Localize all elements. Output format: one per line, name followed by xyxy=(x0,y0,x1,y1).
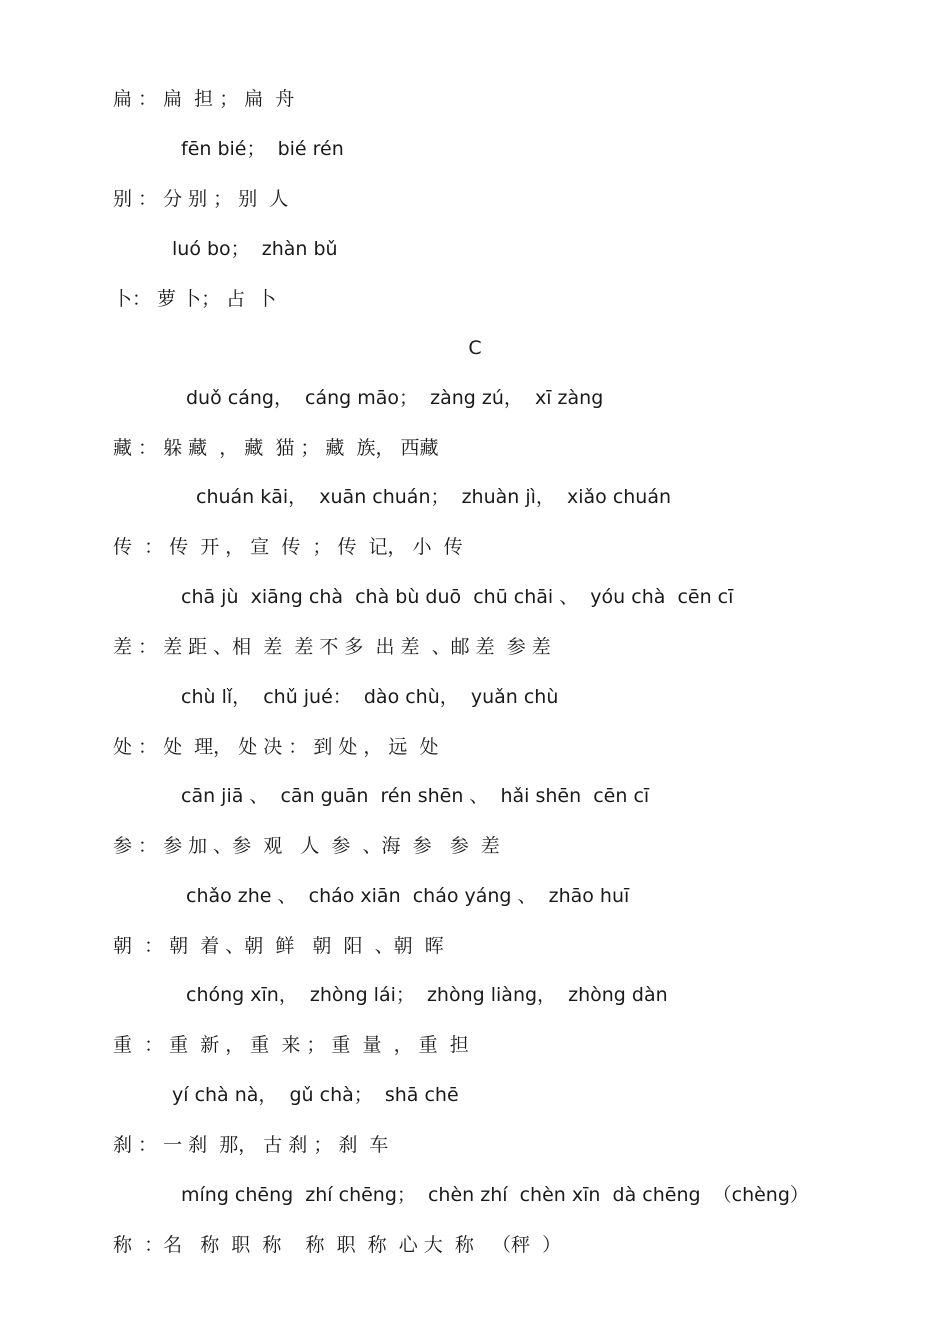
entry-bie-hanzi: 别 ： 分 别 ； 别 人 xyxy=(113,188,289,210)
entry-chuan-hanzi: 传 ： 传 开 ， 宣 传 ； 传 记， 小 传 xyxy=(113,536,463,558)
entry-can-hanzi: 参 ： 参 加 、参 观 人 参 、海 参 参 差 xyxy=(113,835,500,857)
entry-cheng-hanzi: 称 ：名 称 职 称 称 职 称 心 大 称 （秤 ） xyxy=(113,1234,562,1256)
entry-can-pinyin: cān jiā 、 cān guān rén shēn 、 hǎi shēn cēn cī xyxy=(181,785,650,807)
entry-chao-hanzi: 朝 ： 朝 着 、朝 鲜 朝 阳 、朝 晖 xyxy=(113,935,444,957)
entry-cha2-pinyin: yí chà nà， gǔ chà； shā chē xyxy=(172,1084,459,1106)
entry-cang-pinyin: duǒ cáng， cáng māo； zàng zú， xī zàng xyxy=(186,387,604,409)
entry-cha2-hanzi: 刹 ： 一 刹 那， 古 刹 ； 刹 车 xyxy=(113,1134,389,1156)
entry-chu-hanzi: 处 ： 处 理， 处 决 ： 到 处 ， 远 处 xyxy=(113,736,439,758)
entry-cang-hanzi: 藏 ： 躲 藏 ， 藏 猫 ； 藏 族， 西藏 xyxy=(113,437,439,459)
entry-cha-hanzi: 差 ： 差 距 、相 差 差 不 多 出 差 、邮 差 参 差 xyxy=(113,636,551,658)
entry-bu-pinyin: luó bo； zhàn bǔ xyxy=(172,238,338,260)
entry-cha-pinyin: chā jù xiāng chà chà bù duō chū chāi 、 yóu chà cēn cī xyxy=(181,586,734,608)
entry-bie-pinyin: fēn bié； bié rén xyxy=(181,138,344,160)
entry-bu-hanzi: 卜： 萝 卜； 占 卜 xyxy=(113,288,277,310)
entry-chuan-pinyin: chuán kāi， xuān chuán； zhuàn jì， xiǎo chuán xyxy=(196,486,672,508)
entry-zhong-pinyin: chóng xīn， zhòng lái； zhòng liàng， zhòng dàn xyxy=(186,984,668,1006)
entry-bian-hanzi: 扁 ： 扁 担 ； 扁 舟 xyxy=(113,88,295,110)
entry-zhong-hanzi: 重 ： 重 新 ， 重 来 ； 重 量 ， 重 担 xyxy=(113,1034,469,1056)
entry-chu-pinyin: chù lǐ， chǔ jué： dào chù， yuǎn chù xyxy=(181,686,559,708)
entry-cheng-pinyin: míng chēng zhí chēng； chèn zhí chèn xīn dà chēng （chèng） xyxy=(181,1184,809,1206)
section-heading-c: C xyxy=(468,337,482,359)
entry-chao-pinyin: chǎo zhe 、 cháo xiān cháo yáng 、 zhāo huī xyxy=(186,885,630,907)
